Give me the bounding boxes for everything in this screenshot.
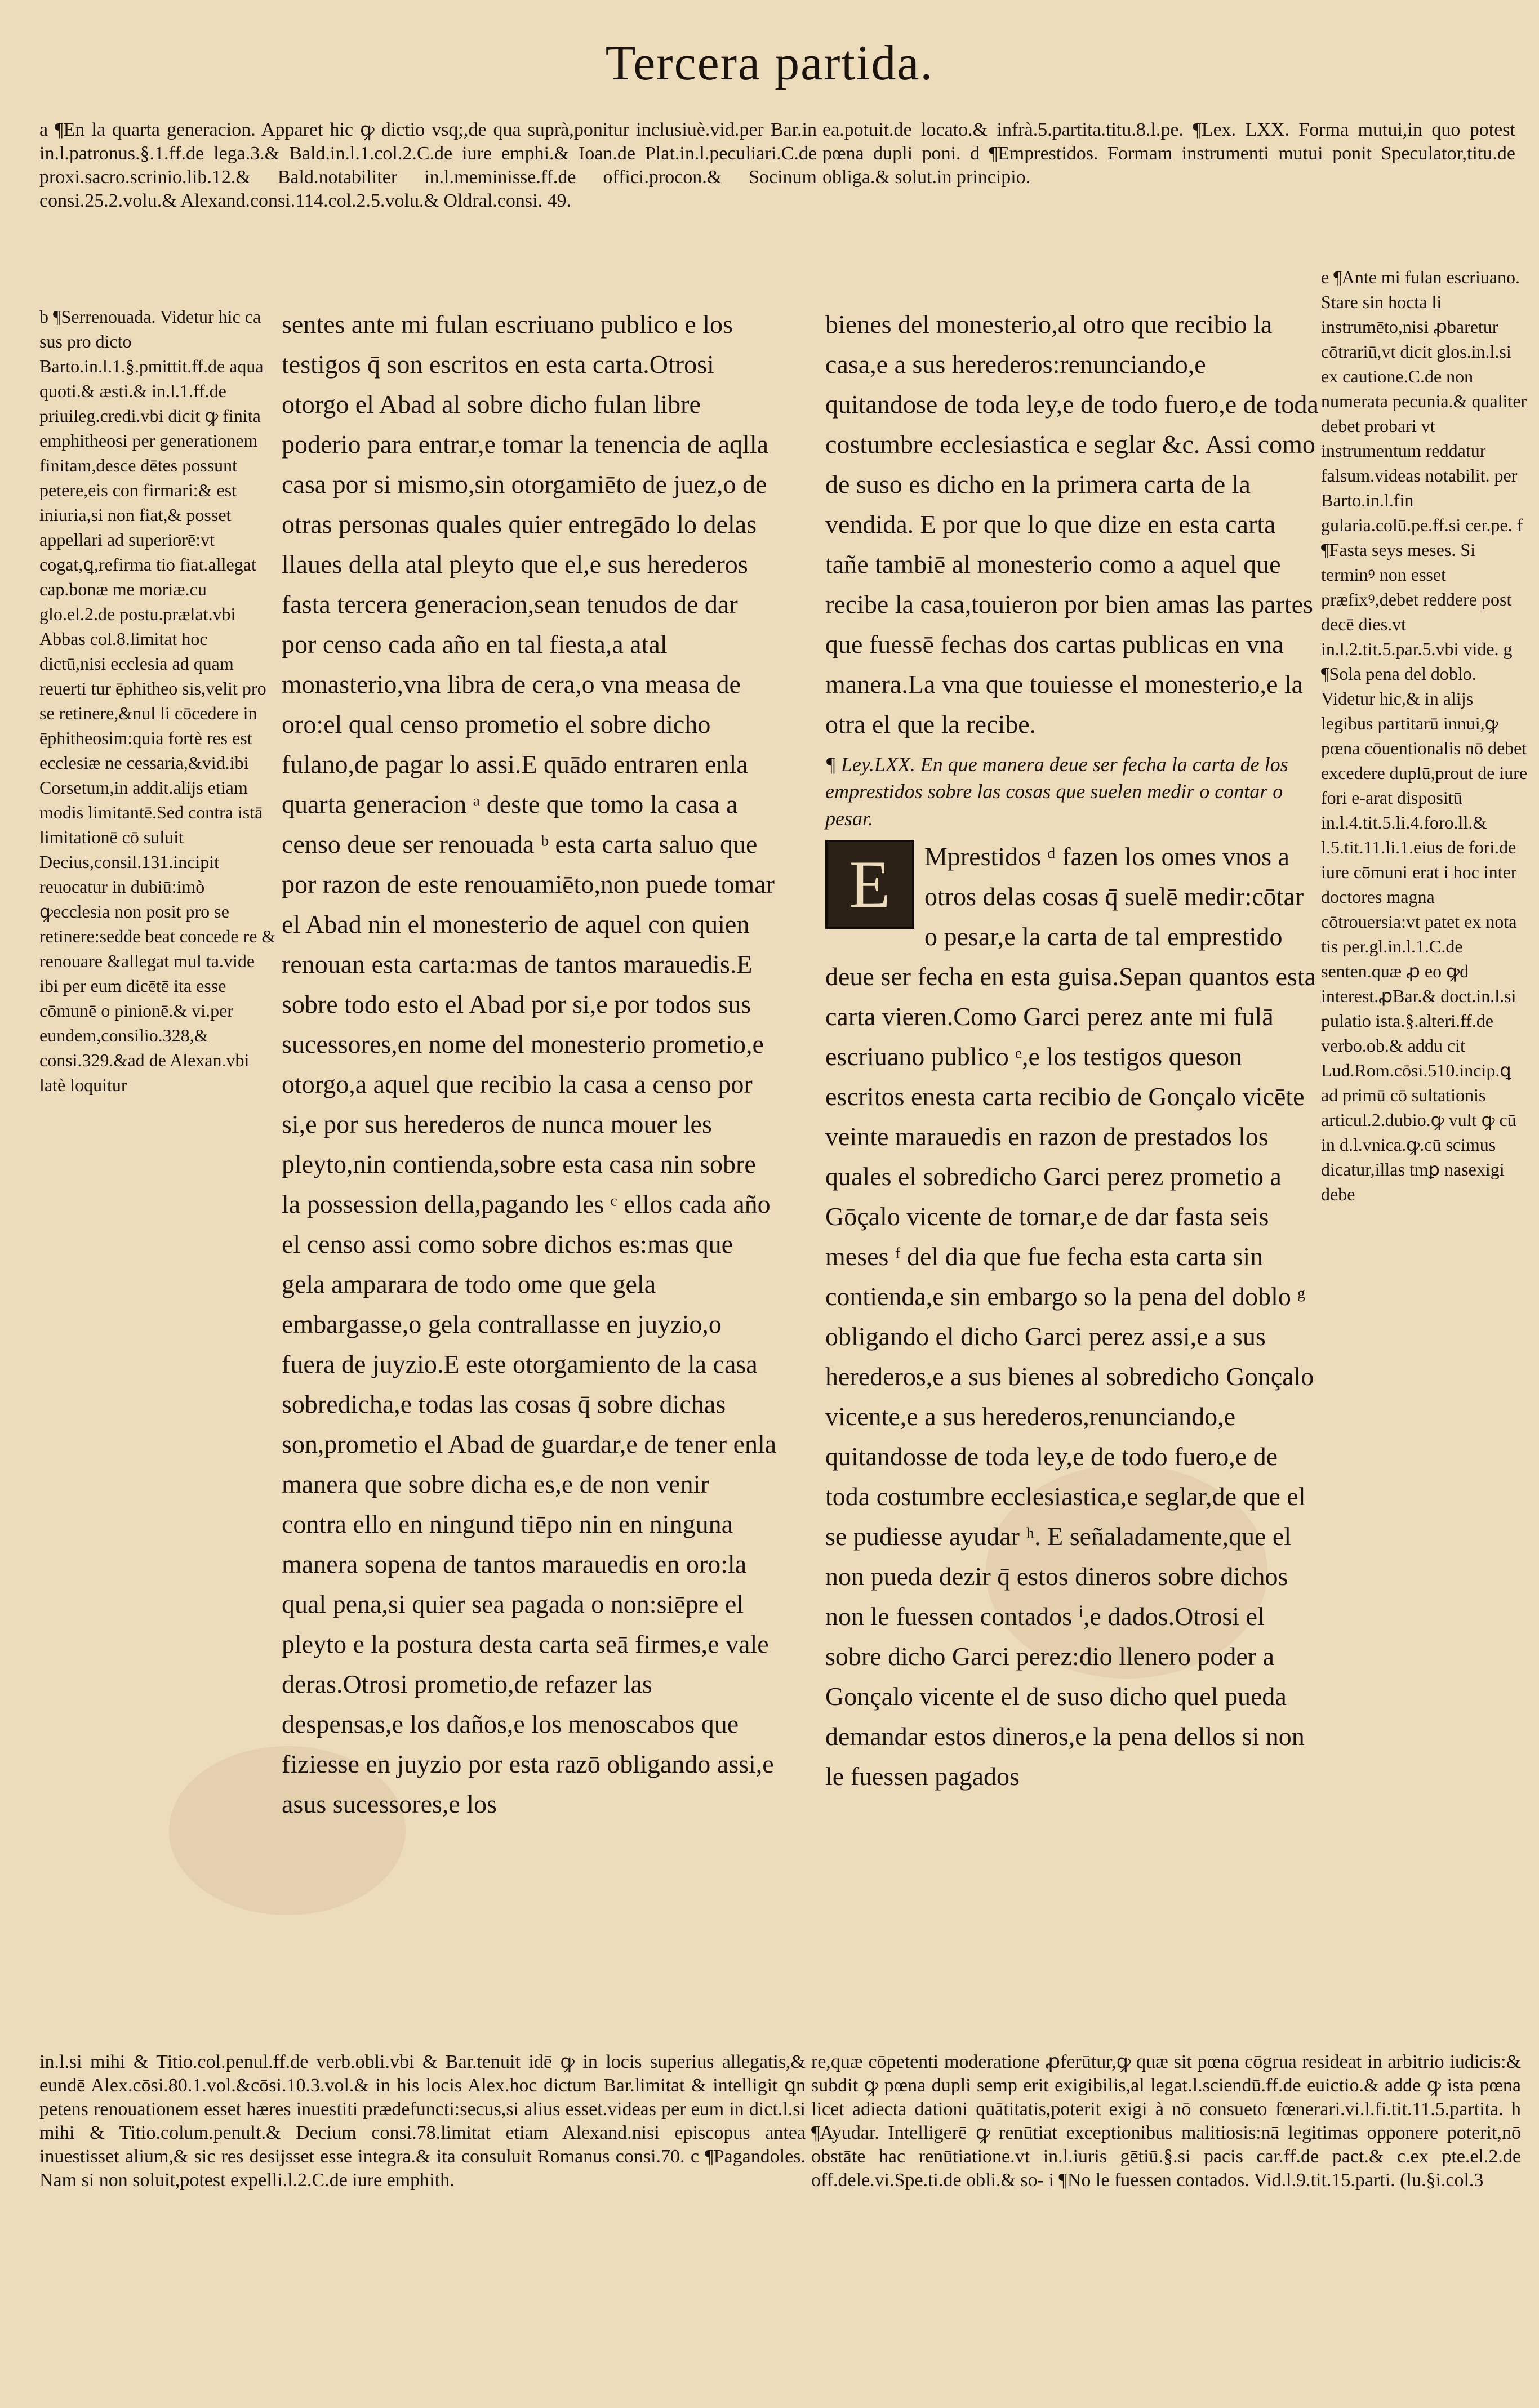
gloss-bottom-left: in.l.si mihi & Titio.col.penul.ff.de verb.obli.vbi & Bar.tenuit idē ꝙ in locis superius allegatis,& eundē Alex.cōsi.80.1.vol.&cōsi.10.3.vol.& in his locis Alex.hoc dictum Bar.limitat & intelligit ꝗn petens renouationem esset hæres inuestiti prædefuncti:secus,si alius esset.videas per eum in dict.l.si mihi & Titio.colum.penult.& Decium consi.78.limitat etiam Alexand.nisi episcopus antea inuestisset alium,& sic res desijsset esse integra.& ita consuluit Romanus consi.70. c ¶Pagandoles. Nam si non soluit,potest expelli.l.2.C.de iure emphith. <box>39 2051 806 2191</box>
page-title: Tercera partida. <box>605 36 934 91</box>
law-heading: ¶ Ley.LXX. En que manera deue ser fecha la carta de los emprestidos sobre las cosas que suelen medir o contar o pesar. <box>825 753 1288 830</box>
main-text-left: sentes ante mi fulan escriuano publico e los testigos q̄ son escritos en esta carta.Otrosi otorgo el Abad al sobre dicho fulan libre poderio para entrar,e tomar la tenencia de aqlla casa por si mismo,sin otorgamiēto de juez,o de otras personas quales quier entregādo lo delas llaues della atal pleyto que el,e sus herederos fasta tercera generacion,sean tenudos de dar por censo cada año en tal fiesta,a atal monasterio,vna libra de cera,o vna measa de oro:el qual censo prometio el sobre dicho fulano,de pagar lo assi.E quādo entraren enla quarta generacion ᵃ deste que tomo la casa a censo deue ser renouada ᵇ esta carta saluo que por razon de este renouamiēto,non puede tomar el Abad nin el monesterio de aquel con quien renouan esta carta:mas de tantos marauedis.E sobre todo esto el Abad por si,e por todos sus sucessores,en nome del monesterio prometio,e otorgo,a aquel que recibio la casa a censo por si,e por sus herederos de nunca mouer les pleyto,nin contienda,sobre esta casa nin sobre la possession della,pagando les ᶜ ellos cada año el censo assi como sobre dichos es:mas que gela amparara de todo ome que gela embargasse,o gela contrallasse en juyzio,o fuera de juyzio.E este otorgamiento de la casa sobredicha,e todas las cosas q̄ sobre dichas son,prometio el Abad de guardar,e de tener enla manera que sobre dicha es,e de non venir contra ello en ningund tiēpo nin en ninguna manera sopena de tantos marauedis en oro:la qual pena,si quier sea pagada o non:siēpre el pleyto e la postura desta carta seā firmes,e vale deras.Otrosi prometio,de refazer las despensas,e los daños,e los menoscabos que fiziesse en juyzio por esta razō obligando assi,e asus sucessores,e los <box>282 310 777 1818</box>
gloss-top-left: a ¶En la quarta generacion. Apparet hic ꝙ dictio vsq;,de qua suprà,ponitur inclusiuè.vid.per Bar.in in.l.patronus.§.1.ff.de lega.3.& Bald.in.l.1.col.2.C.de iure emphi.& Ioan.de Plat.in.l.peculiari.C.de proxi.sacro.scrinio.lib.12.& Bald.notabiliter in.l.meminisse.ff.de offici.procon.& Socinum consi.25.2.volu.& Alexand.consi.114.col.2.5.volu.& Oldral.consi. 49. <box>39 119 817 211</box>
main-text-right-a: bienes del monesterio,al otro que recibio la casa,e a sus herederos:renunciando,e quitandose de toda ley,e de todo fuero,e de toda costumbre ecclesiastica e seglar &c. Assi como de suso es dicho en la primera carta de la vendida. E por que lo que dize en esta carta tañe tambiē al monesterio como a aquel que recibe la casa,touieron por bien amas las partes que fuessē fechas dos cartas publicas en vna manera.La vna que touiesse el monesterio,e la otra el que la recibe. <box>825 310 1319 738</box>
decorated-initial: E <box>825 840 914 929</box>
gloss-top-right: ea.potuit.de locato.& infrà.5.partita.titu.8.l.pe. ¶Lex. LXX. Forma mutui,in quo potest pœna dupli poni. d ¶Emprestidos. Formam instrumenti mutui ponit Speculator,titu.de obliga.& solut.in principio. <box>822 119 1515 188</box>
main-text-right-b: Mprestidos ᵈ fazen los omes vnos a otros delas cosas q̄ suelē medir:cōtar o pesar,e la carta de tal emprestido deue ser fecha en esta guisa.Sepan quantos esta carta vieren.Como Garci perez ante mi fulā escriuano publico ᵉ,e los testigos queson escritos enesta carta recibio de Gonçalo vicēte veinte marauedis en razon de prestados los quales el sobredicho Garci perez prometio a Gōçalo vicente de tornar,e de dar fasta seis meses ᶠ del dia que fue fecha esta carta sin contienda,e sin embargo so la pena del doblo ᵍ obligando el dicho Garci perez assi,e a sus herederos,e a sus bienes al sobredicho Gonçalo vicente,e a sus herederos,renunciando,e quitandosse de toda ley,e de todo fuero,e de toda costumbre ecclesiastica,e seglar,de que el se pudiesse ayudar ʰ. E señaladamente,que el non pueda dezir q̄ estos dineros sobre dichos non le fuessen contados ⁱ,e dados.Otrosi el sobre dicho Garci perez:dio llenero poder a Gonçalo vicente el de suso dicho quel pueda demandar estos dineros,e la pena dellos si non le fuessen pagados <box>825 842 1316 1791</box>
margin-note-left: b ¶Serrenouada. Videtur hic ca sus pro dicto Barto.in.l.1.§.pmittit.ff.de aqua quoti.& æsti.& in.l.1.ff.de priuileg.credi.vbi dicit ꝙ finita emphitheosi per generationem finitam,desce dētes possunt petere,eis con firmari:& est iniuria,si non fiat,& posset appellari ad superiorē:vt cogat,ꝗ,refirma tio fiat.allegat cap.bonæ me moriæ.cu glo.el.2.de postu.prælat.vbi Abbas col.8.limitat hoc dictū,nisi ecclesia ad quam reuerti tur ēphitheo sis,velit pro se retinere,&nul li cōcedere in ēphitheosim:quia fortè res est ecclesiæ ne cessaria,&vid.ibi Corsetum,in addit.alijs etiam modis limitantē.Sed contra istā limitationē cō suluit Decius,consil.131.incipit reuocatur in dubiū:imò ꝙecclesia non posit pro se retinere:sedde beat concede re & renouare &allegat mul ta.vide ibi per eum dicētē ita esse cōmunē o pinionē.& vi.per eundem,consilio.328,& consi.329.&ad de Alexan.vbi latè loquitur <box>39 306 276 1095</box>
main-column-left <box>282 304 777 1824</box>
main-column-right <box>825 304 1321 1796</box>
margin-note-right: e ¶Ante mi fulan escriuano. Stare sin hocta li instrumēto,nisi ꝓbaretur cōtrariū,vt dicit glos.in.l.si ex cautione.C.de non numerata pecunia.& qualiter debet probari vt instrumentum reddatur falsum.videas notabilit. per Barto.in.l.fin gularia.colū.pe.ff.si cer.pe. f ¶Fasta seys meses. Si terminꝰ non esset præfixꝰ,debet reddere post decē dies.vt in.l.2.tit.5.par.5.vbi vide. g ¶Sola pena del doblo. Videtur hic,& in alijs legibus partitarū innui,ꝙ pœna cōuentionalis nō debet excedere duplū,prout de iure fori e-arat dispositū in.l.4.tit.5.li.4.foro.ll.& l.5.tit.11.li.1.eius de fori.de iure cōmuni erat i hoc inter doctores magna cōtrouersia:vt patet ex nota tis per.gl.in.l.1.C.de senten.quæ ꝓ eo ꝙd interest.ꝓBar.& doct.in.l.si pulatio ista.§.alteri.ff.de verbo.ob.& addu cit Lud.Rom.cōsi.510.incip.ꝗ ad primū cō sultationis articul.2.dubio.ꝙ vult ꝙ cū in d.l.vnica.ꝙ.cū scimus dicatur,illas tmꝑ nasexigi debe <box>1321 267 1528 1204</box>
gloss-bottom-right: re,quæ cōpetenti moderatione ꝓferūtur,ꝙ quæ sit pœna cōgrua resideat in arbitrio iudicis:& subdit ꝙ pœna dupli semp erit exigibilis,al legat.l.sciendū.ff.de euictio.& adde ꝙ ista pœna licet adiecta dationi quātitatis,poterit exigi à nō consueto fœnerari.vi.l.fi.tit.11.5.partita. h ¶Ayudar. Intelligerē ꝙ renūtiat exceptionibus malitiosis:nā legitimas opponere poterit,nō obstāte hac renūtiatione.vt in.l.iuris gētiū.§.si pacis car.ff.de pact.& c.ex pte.el.2.de off.dele.vi.Spe.ti.de obli.& so- i ¶No le fuessen contados. Vid.l.9.tit.15.parti. (lu.§i.col.3 <box>811 2051 1521 2191</box>
